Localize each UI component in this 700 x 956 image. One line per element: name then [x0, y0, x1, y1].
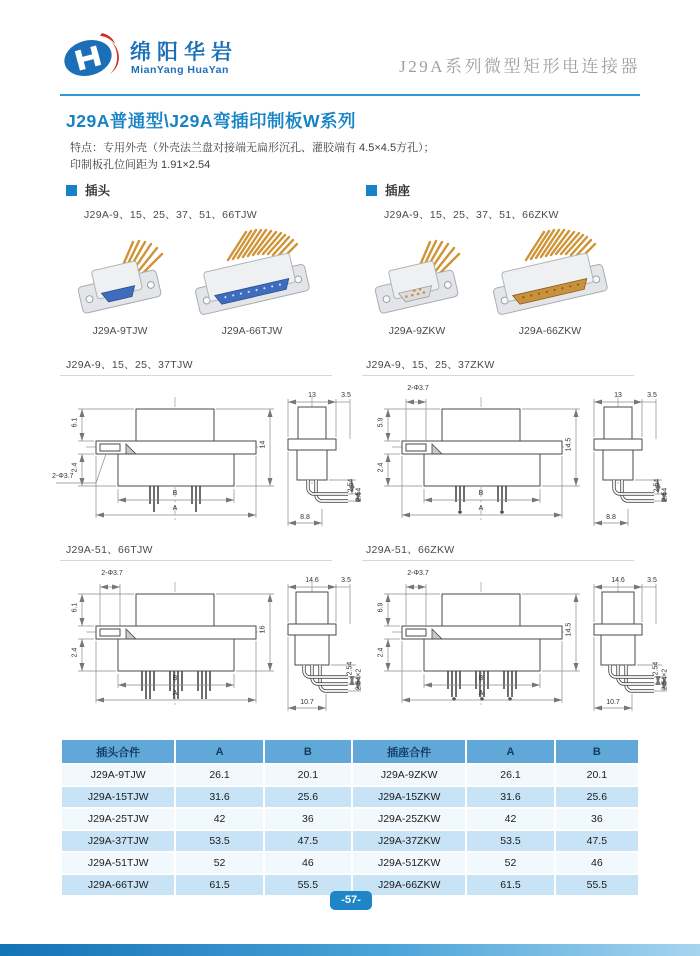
section-label: 插座	[385, 184, 411, 198]
table-row	[62, 809, 638, 829]
page-title: J29A普通型\J29A弯插印制板W系列	[66, 111, 357, 131]
technical-drawing-51-66-zkw	[356, 568, 668, 718]
dim-label: 8.8	[606, 514, 616, 521]
dim-label: B	[478, 490, 484, 497]
document-series-title: J29A系列微型矩形电连接器	[399, 57, 640, 76]
product-label: J29A-66ZKW	[518, 325, 582, 337]
table-cell: 61.5	[176, 875, 262, 895]
drawing-title: J29A-9、15、25、37TJW	[66, 359, 193, 371]
table-cell: J29A-37TJW	[62, 831, 174, 851]
product-image-j29a-9zkw	[362, 234, 472, 327]
brand-name-cn: 绵阳华岩	[130, 41, 238, 64]
dim-label: B	[478, 675, 484, 682]
logo-icon	[62, 30, 120, 82]
table-cell: 61.5	[467, 875, 553, 895]
table-cell: 46	[556, 853, 638, 873]
table-cell: 47.5	[556, 831, 638, 851]
product-label: J29A-9TJW	[92, 325, 148, 337]
drawing-title: J29A-51、66TJW	[66, 544, 153, 556]
column-header: B	[556, 740, 638, 763]
table-cell: 25.6	[265, 787, 351, 807]
table-cell: J29A-15TJW	[62, 787, 174, 807]
socket-model-list: J29A-9、15、25、37、51、66ZKW	[384, 209, 559, 221]
dim-label: 13	[308, 392, 316, 399]
table-cell: 46	[265, 853, 351, 873]
footer-bar	[0, 944, 700, 956]
dim-label: 2-Φ3.7	[52, 473, 74, 480]
dim-label: 6.9	[377, 602, 385, 613]
table-cell: 42	[176, 809, 262, 829]
column-header: B	[265, 740, 351, 763]
table-cell: J29A-51ZKW	[353, 853, 465, 873]
bent-pins	[304, 665, 348, 691]
drawing-title-rule	[362, 560, 634, 561]
bent-pins	[610, 665, 654, 691]
product-image-j29a-66zkw	[486, 228, 614, 328]
dim-label: 2.54	[346, 661, 354, 676]
drawing-title-rule	[362, 375, 634, 376]
table-cell: J29A-66ZKW	[353, 875, 465, 895]
dim-label: 2.54	[355, 487, 363, 502]
drawing-title: J29A-9、15、25、37ZKW	[366, 359, 495, 371]
table-row	[62, 765, 638, 785]
dim-label: A	[172, 505, 178, 512]
plug-model-list: J29A-9、15、25、37、51、66TJW	[84, 209, 257, 221]
dim-label: B	[172, 675, 178, 682]
dim-label: 16	[259, 625, 267, 634]
dim-label: 2.4	[71, 647, 79, 658]
dim-label: 2.54	[347, 478, 355, 493]
bent-pins	[614, 480, 654, 501]
section-header-plug	[66, 181, 110, 199]
dim-label: 2-Φ3.7	[101, 570, 123, 577]
dim-label: A	[172, 690, 178, 697]
table-cell: J29A-51TJW	[62, 853, 174, 873]
dim-label: 14.6	[611, 577, 625, 584]
dim-label: 5.9	[377, 417, 385, 428]
dim-label: 2.54	[653, 478, 661, 493]
technical-drawing-9-37-tjw	[50, 383, 362, 533]
table-cell: 55.5	[265, 875, 351, 895]
dim-label: 2.54×2	[355, 668, 363, 691]
table-row	[62, 853, 638, 873]
dim-label: 3.5	[647, 392, 657, 399]
table-row	[62, 787, 638, 807]
dim-label: 2.4	[377, 647, 385, 658]
table-cell: 26.1	[176, 765, 262, 785]
dim-label: 2.4	[377, 462, 385, 473]
table-cell: 31.6	[467, 787, 553, 807]
page-number-badge: -57-	[330, 891, 372, 910]
dim-label: 14.6	[305, 577, 319, 584]
table-cell: J29A-9TJW	[62, 765, 174, 785]
table-cell: 42	[467, 809, 553, 829]
section-bullet-icon	[366, 185, 377, 196]
header-divider	[60, 94, 640, 96]
dim-label: 6.1	[71, 417, 79, 428]
table-header-row	[62, 740, 638, 763]
column-header: A	[467, 740, 553, 763]
table-cell: J29A-37ZKW	[353, 831, 465, 851]
column-header: 插座合件	[353, 740, 465, 763]
column-header: 插头合件	[62, 740, 174, 763]
table-cell: 31.6	[176, 787, 262, 807]
drawing-title-rule	[60, 375, 332, 376]
dim-label: 10.7	[300, 699, 314, 706]
table-cell: 36	[556, 809, 638, 829]
table-cell: J29A-25TJW	[62, 809, 174, 829]
drawing-title-rule	[60, 560, 332, 561]
product-label: J29A-9ZKW	[388, 325, 446, 337]
drawing-title: J29A-51、66ZKW	[366, 544, 455, 556]
table-cell: 55.5	[556, 875, 638, 895]
section-bullet-icon	[66, 185, 77, 196]
dim-label: A	[478, 690, 484, 697]
table-cell: 52	[176, 853, 262, 873]
table-cell: 20.1	[556, 765, 638, 785]
table-cell: 26.1	[467, 765, 553, 785]
feature-line-1: 特点：专用外壳（外壳法兰盘对接端无扁形沉孔、灌胶端有 4.5×4.5方孔）；	[70, 142, 435, 154]
table-cell: J29A-9ZKW	[353, 765, 465, 785]
section-header-socket	[366, 181, 410, 199]
product-label: J29A-66TJW	[221, 325, 283, 337]
dim-label: 3.5	[341, 577, 351, 584]
dim-label: 10.7	[606, 699, 620, 706]
feature-line-2: 印制板孔位间距为 1.91×2.54	[70, 159, 211, 171]
table-cell: J29A-25ZKW	[353, 809, 465, 829]
section-label: 插头	[85, 184, 111, 198]
dim-label: 3.5	[341, 392, 351, 399]
table-cell: 53.5	[467, 831, 553, 851]
dim-label: 14	[259, 440, 267, 449]
dim-label: B	[172, 490, 178, 497]
dim-label: 6.1	[71, 602, 79, 613]
dim-label: 14.5	[565, 622, 573, 637]
table-cell: J29A-66TJW	[62, 875, 174, 895]
dim-label: 13	[614, 392, 622, 399]
bent-pins	[308, 480, 348, 501]
table-cell: 53.5	[176, 831, 262, 851]
technical-drawing-9-37-zkw	[356, 383, 668, 533]
table-cell: 36	[265, 809, 351, 829]
table-cell: J29A-15ZKW	[353, 787, 465, 807]
dim-label: A	[478, 505, 484, 512]
dim-label: 2.54	[661, 487, 669, 502]
table-body	[62, 765, 638, 895]
product-image-j29a-9tjw	[65, 234, 175, 327]
dimension-table	[60, 738, 640, 897]
dim-label: 2-Φ3.7	[407, 385, 429, 392]
dim-label: 2.4	[71, 462, 79, 473]
dim-label: 3.5	[647, 577, 657, 584]
dim-label: 2.54×2	[661, 668, 669, 691]
dim-label: 2.54	[652, 661, 660, 676]
dim-label: 14.5	[565, 437, 573, 452]
product-image-j29a-66tjw	[188, 228, 316, 328]
brand-name-en: MianYang HuaYan	[131, 64, 229, 76]
table-row	[62, 831, 638, 851]
technical-drawing-51-66-tjw	[50, 568, 362, 718]
company-logo	[62, 30, 322, 86]
column-header: A	[176, 740, 262, 763]
table-cell: 20.1	[265, 765, 351, 785]
dim-label: 8.8	[300, 514, 310, 521]
table-cell: 25.6	[556, 787, 638, 807]
table-cell: 47.5	[265, 831, 351, 851]
table-cell: 52	[467, 853, 553, 873]
dim-label: 2-Φ3.7	[407, 570, 429, 577]
